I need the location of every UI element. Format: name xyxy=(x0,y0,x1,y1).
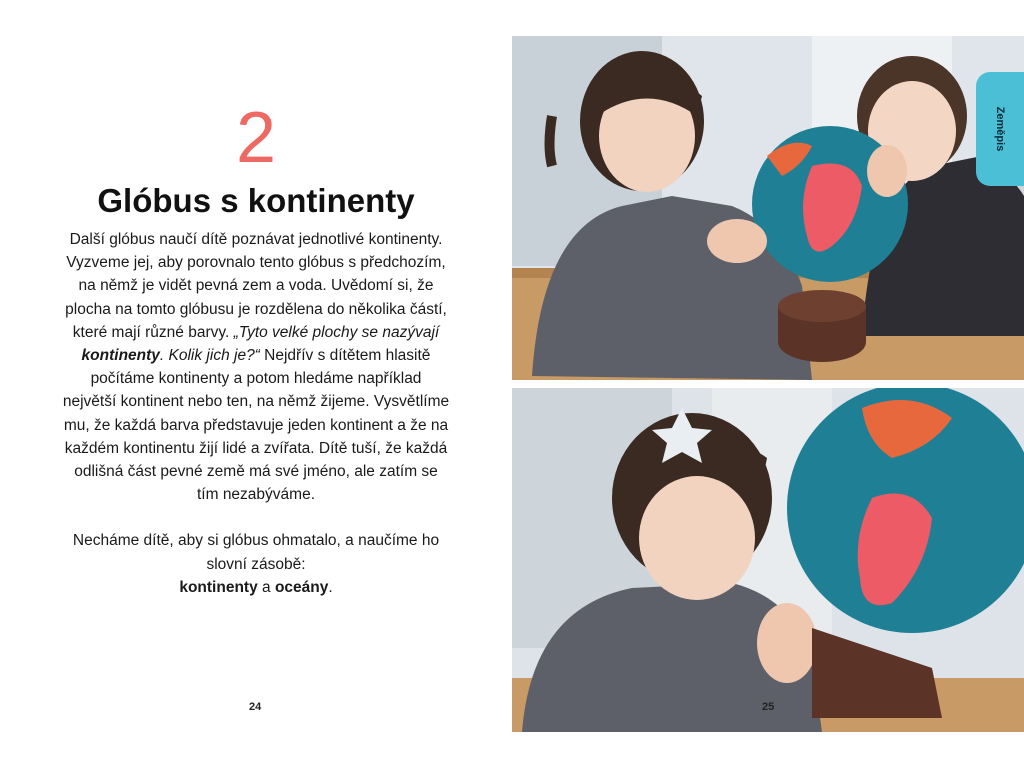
paragraph-1-intro: Další glóbus naučí dítě poznávat jednotlivé kontinenty. Vyzveme jej, aby porovnalo tento glóbus s předchozím, na němž je vidět pevná zem a voda. Uvědomí si, že plocha na tomto glóbusu je rozdělena do několika částí, které mají různé barvy. xyxy=(65,231,447,341)
page-number-left: 24 xyxy=(249,701,262,713)
photo-top xyxy=(512,36,1024,380)
vocab-word-oceans: oceány xyxy=(274,578,329,596)
photo-bottom xyxy=(512,388,1024,732)
quote-part-2: . Kolik jich je?“ xyxy=(159,347,260,365)
quote-part-1: „Tyto velké plochy se nazývají xyxy=(233,323,440,341)
chapter-number: 2 xyxy=(235,98,277,178)
body-text xyxy=(62,228,450,599)
paragraph-2-text: Necháme dítě, aby si glóbus ohmatalo, a naučíme ho slovní zásobě: xyxy=(72,532,440,573)
quote-bold-term: kontinenty xyxy=(81,347,160,365)
paragraph-2 xyxy=(62,529,450,599)
vocab-end: . xyxy=(328,578,333,596)
page-number-right: 25 xyxy=(762,701,775,713)
section-tab xyxy=(976,72,1024,186)
paragraph-1 xyxy=(62,228,450,506)
vocab-word-continents: kontinenty xyxy=(179,578,258,596)
section-tab-label: Zeměpis xyxy=(994,106,1006,152)
chapter-title: Glóbus s kontinenty xyxy=(97,182,415,219)
paragraph-1-rest: Nejdřív s dítětem hlasitě počítáme kontinenty a potom hledáme například největší kontinent nebo ten, na němž žijeme. Vysvětlíme mu, že každá barva představuje jeden kontinent a že na každém kontinentu žijí lidé a zvířata. Dítě tuší, že každá odlišná část pevné země má své jméno, ale zatím se tím nezabýváme. xyxy=(62,347,450,504)
vocab-connector: a xyxy=(257,578,275,596)
